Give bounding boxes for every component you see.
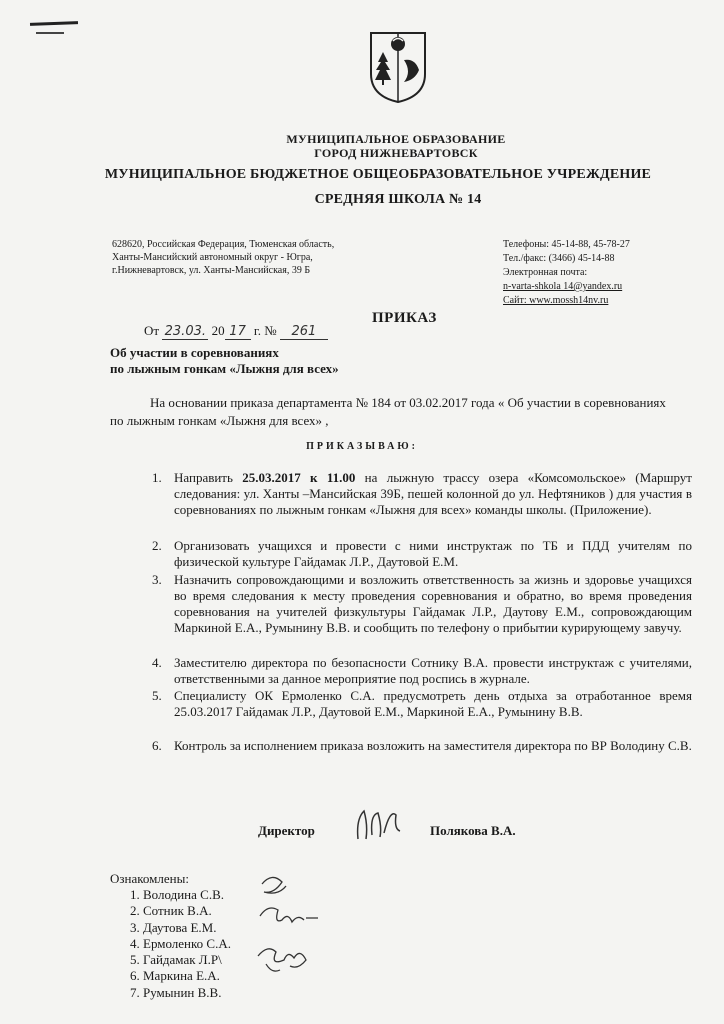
- list-item: 3. Даутова Е.М.: [130, 919, 217, 935]
- coat-of-arms-icon: [367, 30, 429, 104]
- item-number: 2.: [152, 538, 162, 553]
- item-text: [174, 470, 692, 518]
- year-prefix: 20: [211, 323, 225, 338]
- item-number: 4.: [152, 655, 162, 670]
- list-item: 4. Ермоленко С.А.: [130, 935, 231, 951]
- item-text: Назначить сопровождающими и возложить ответственность за жизнь и здоровье учащихся во время следования к месту проведения соревнования и обратно, во время проведения соревнования на учителей физкультуры Гайдамак Л.Р., Даутову Е.М., сопровождающим Маркиной Е.А., Румынину В.В. и сообщить по телефону о прибытии курирующему завучу.: [174, 572, 692, 635]
- order-date-line: [144, 323, 328, 340]
- header-school: СРЕДНЯЯ ШКОЛА № 14: [314, 192, 482, 207]
- order-directive-heading: ПРИКАЗЫВАЮ:: [306, 441, 418, 452]
- year-suffix: г. №: [253, 323, 277, 338]
- address-line: 628620, Российская Федерация, Тюменская область,: [112, 239, 335, 250]
- header-city: ГОРОД НИЖНЕВАРТОВСК: [314, 146, 478, 160]
- order-item: [152, 538, 692, 570]
- item-text: Контроль за исполнением приказа возложить на заместителя директора по ВР Володину С.В.: [174, 738, 692, 753]
- email-link[interactable]: n-varta-shkola 14@yandex.ru: [503, 281, 623, 292]
- item-text: Специалисту ОК Ермоленко С.А. предусмотреть день отдыха за отработанное время 25.03.2017 Гайдамак Л.Р., Даутовой Е.М., Маркиной Е.А., Румынину В.В.: [174, 688, 692, 719]
- order-subject: [110, 345, 339, 377]
- list-item: 6. Маркина Е.А.: [130, 968, 220, 984]
- order-item: [152, 688, 692, 720]
- acquaintance-signatures: [252, 870, 332, 985]
- list-item: 2. Сотник В.А.: [130, 903, 212, 919]
- item-number: 1.: [152, 470, 162, 485]
- subject-line: по лыжным гонкам «Лыжня для всех»: [110, 361, 339, 376]
- fax: Тел./факс: (3466) 45-14-88: [503, 253, 615, 264]
- order-item: [152, 738, 692, 754]
- director-name: Полякова В.А.: [430, 823, 516, 838]
- item-number: 3.: [152, 572, 162, 587]
- handwritten-date: 23.03.: [162, 325, 208, 340]
- item-text: Заместителю директора по безопасности Сотнику В.А. провести инструктаж с учителями, ответственными за данное мероприятие под роспись в журнале.: [174, 655, 692, 686]
- pen-mark: [36, 32, 64, 34]
- item-number: 5.: [152, 688, 162, 703]
- list-item: 5. Гайдамак Л.Р\: [130, 952, 222, 968]
- contacts-block: [503, 238, 713, 308]
- item-number: 6.: [152, 738, 162, 753]
- email-label: Электронная почта:: [503, 267, 588, 278]
- address-line: Ханты-Мансийский автономный округ - Югра,: [112, 252, 313, 263]
- list-item: 1. Володина С.В.: [130, 887, 225, 902]
- header-institution: МУНИЦИПАЛЬНОЕ БЮДЖЕТНОЕ ОБЩЕОБРАЗОВАТЕЛЬНОЕ УЧРЕЖДЕНИЕ: [104, 167, 652, 182]
- pen-mark: [30, 21, 78, 26]
- handwritten-number: 261: [280, 325, 328, 340]
- order-item: [152, 572, 692, 636]
- item-text-bold: 25.03.2017 к 11.00: [242, 470, 356, 485]
- header-municipality: МУНИЦИПАЛЬНОЕ ОБРАЗОВАНИЕ: [286, 132, 506, 146]
- address-block: [112, 238, 412, 277]
- acquainted-label: Ознакомлены:: [110, 871, 189, 886]
- acquainted-list: [130, 887, 231, 1001]
- phones: Телефоны: 45-14-88, 45-78-27: [503, 239, 630, 250]
- order-item: [152, 470, 692, 518]
- order-item: [152, 655, 692, 687]
- from-label: От: [144, 323, 160, 338]
- director-position: Директор: [258, 823, 315, 838]
- address-line: г.Нижневартовск, ул. Ханты-Мансийская, 39 Б: [112, 265, 311, 276]
- order-title: ПРИКАЗ: [372, 310, 437, 326]
- site-link[interactable]: Сайт: www.mossh14nv.ru: [503, 295, 609, 306]
- list-item: 7. Румынин В.В.: [130, 984, 222, 1000]
- order-basis: На основании приказа департамента № 184 от 03.02.2017 года « Об участии в соревнованиях по лыжным гонкам «Лыжня для всех» ,: [110, 395, 666, 428]
- director-signature: [350, 805, 410, 845]
- subject-line: Об участии в соревнованиях: [110, 345, 279, 360]
- handwritten-year: 17: [225, 325, 251, 340]
- item-text: Организовать учащихся и провести с ними инструктаж по ТБ и ПДД учителям по физической культуре Гайдамак Л.Р., Даутовой Е.М.: [174, 538, 692, 569]
- item-text-part: на лыжную трассу озера «Комсомольское» (Маршрут следования: ул. Ханты –Мансийская 39Б, пешей колонной до ул. Нефтяников ) для участия в соревнованиях по лыжным гонкам «Лыжня для всех» команды школы. (Приложение).: [174, 470, 692, 517]
- item-text-part: Направить: [174, 470, 243, 485]
